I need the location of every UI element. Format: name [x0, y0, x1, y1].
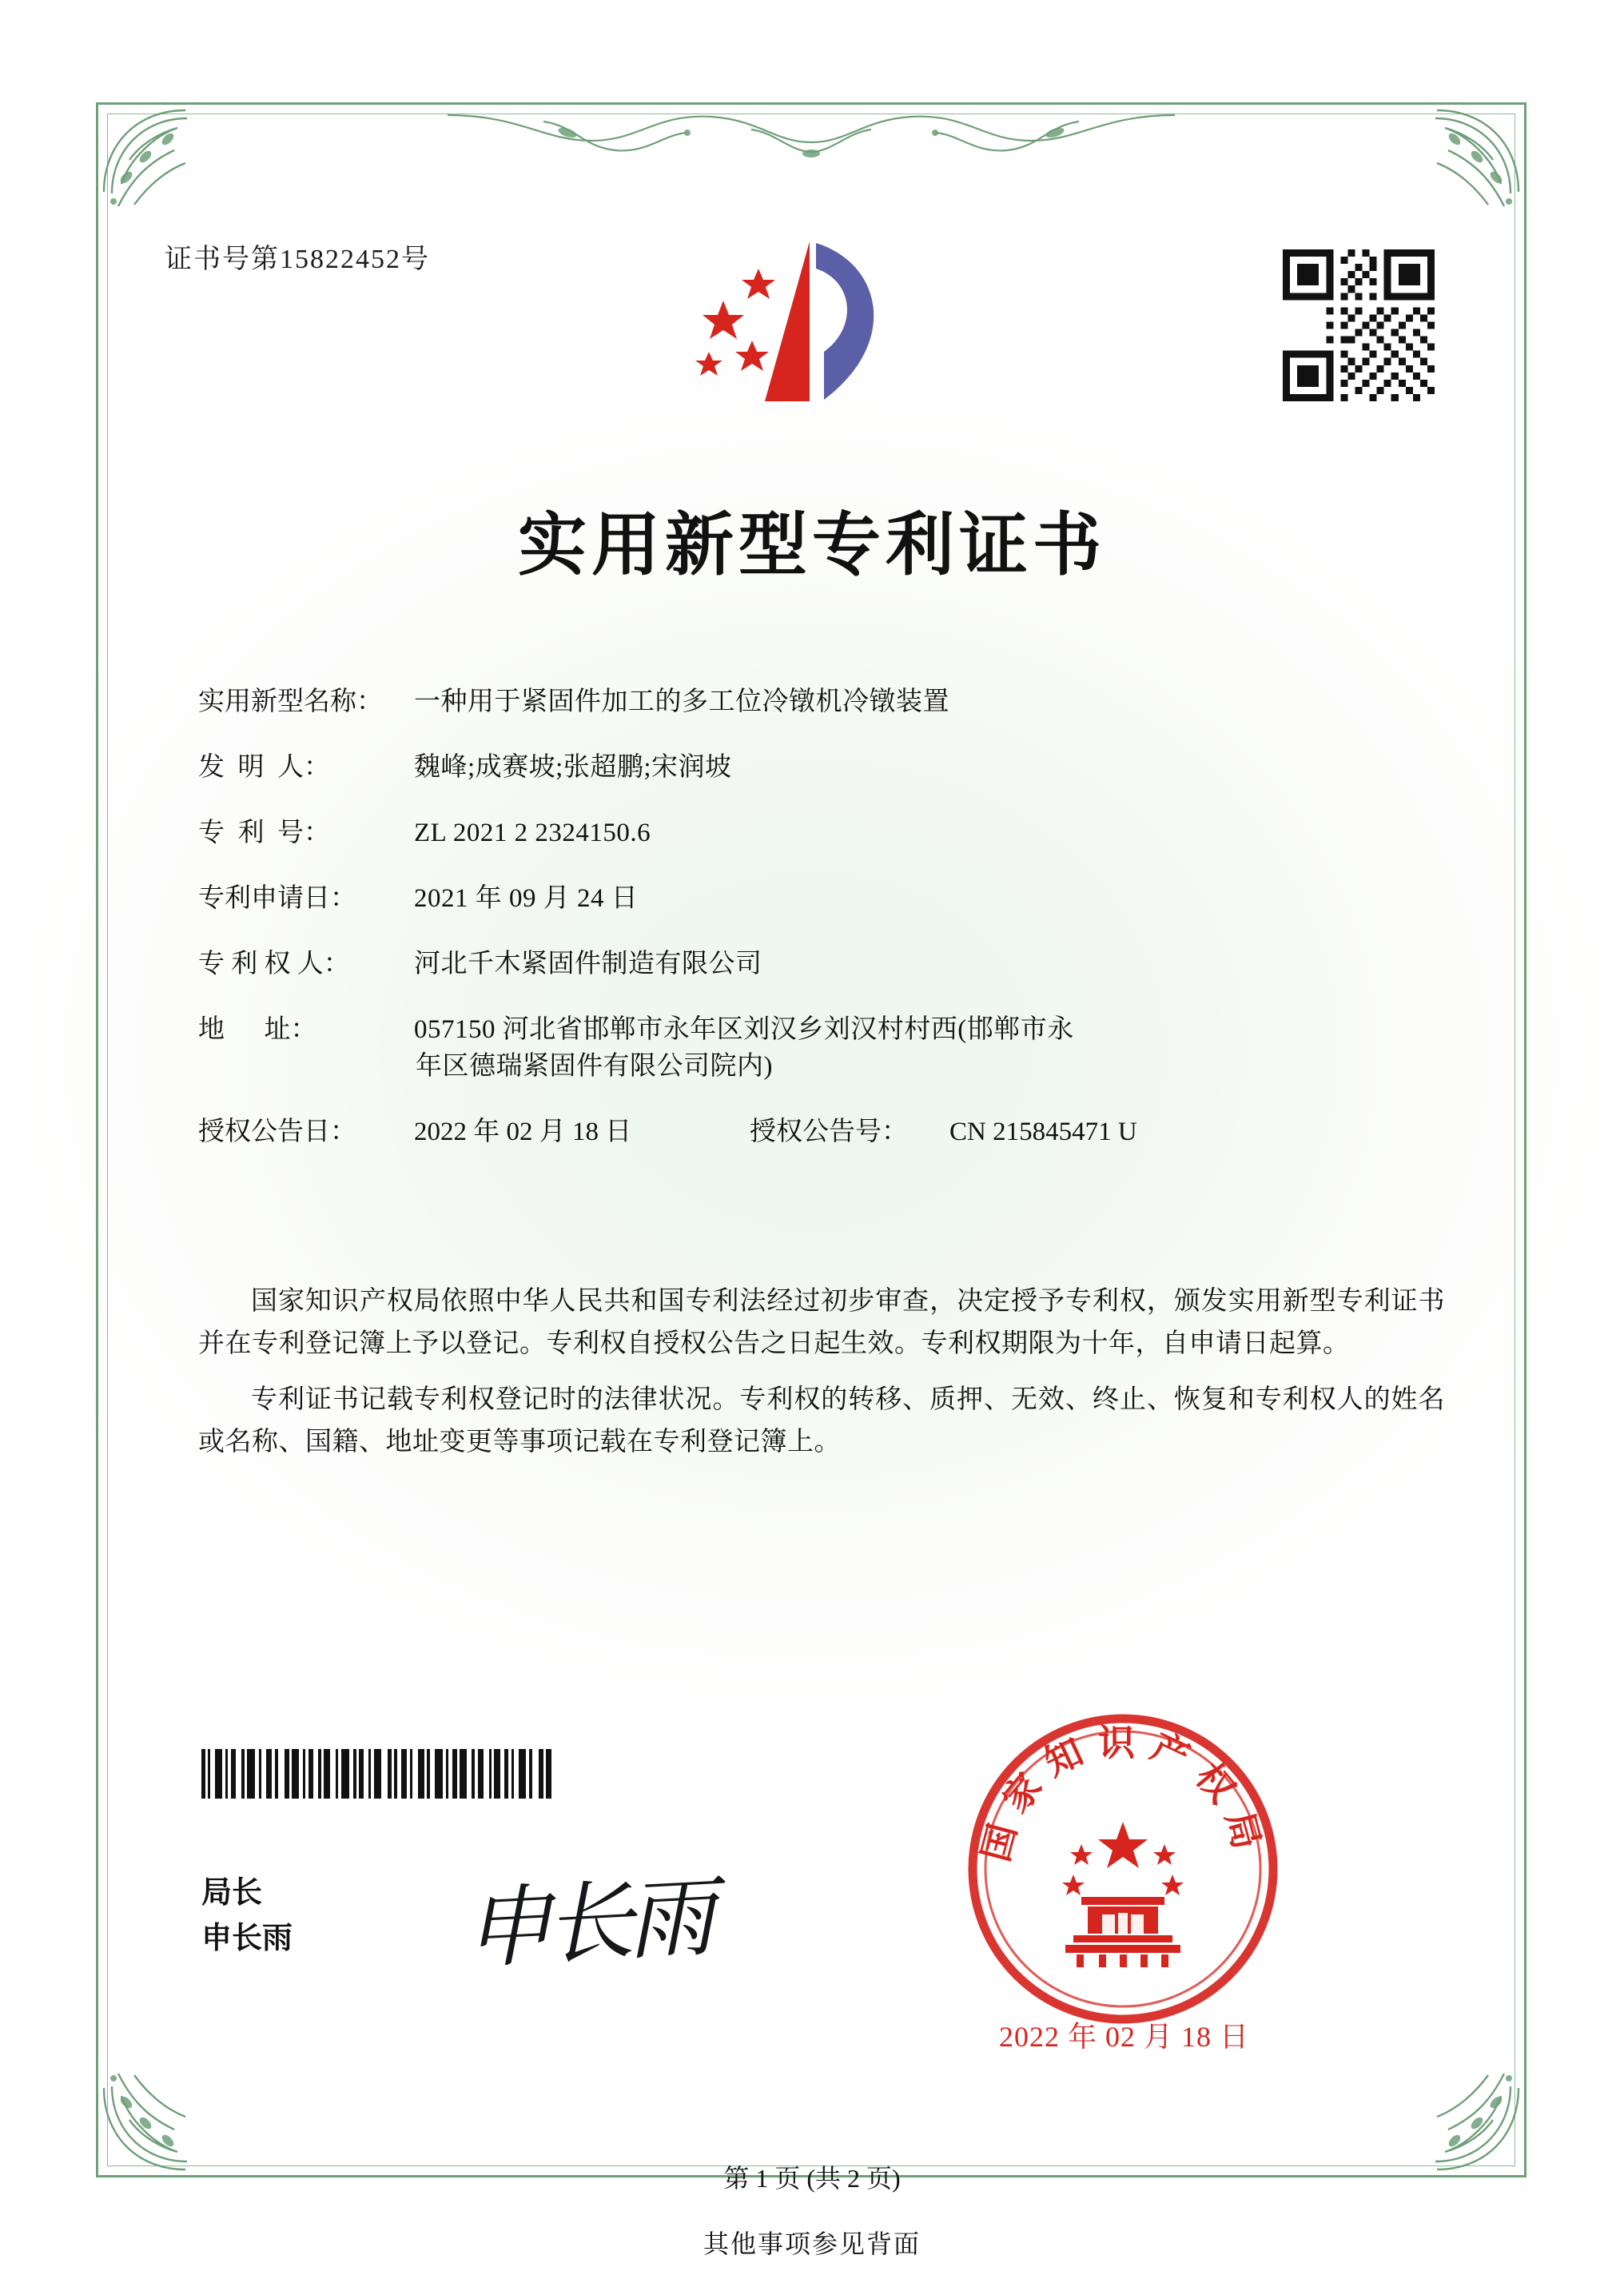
field-value: 河北千木紧固件制造有限公司 [414, 950, 762, 978]
legal-text [198, 1281, 1445, 1477]
page-number: 第 1 页 (共 2 页) [723, 2164, 901, 2193]
field-value: 057150 河北省邯郸市永年区刘汉乡刘汉村村西(邯郸市永 [414, 1015, 1074, 1044]
field-label: 专利申请日： [198, 884, 356, 913]
signature-block [201, 1871, 293, 1962]
top-ornament [448, 106, 1175, 169]
footer-note: 其他事项参见背面 [703, 2229, 921, 2258]
signature-role: 局长 [201, 1876, 263, 1910]
barcode [201, 1749, 633, 1799]
field-value-line2: 年区德瑞紧固件有限公司院内) [416, 1052, 773, 1081]
handwritten-signature: 申长雨 [461, 1866, 711, 1981]
certificate-number: 证书号第15822452号 [165, 245, 430, 274]
cnipa-logo-icon [675, 232, 931, 432]
page-title: 实用新型专利证书 [518, 504, 1106, 585]
grant-number-value: CN 215845471 U [949, 1118, 1137, 1146]
field-patent-number [198, 820, 1445, 847]
field-label: 实用新型名称： [198, 687, 383, 716]
grant-number-label: 授权公告号： [750, 1118, 908, 1146]
field-value: 2021 年 09 月 24 日 [414, 884, 639, 913]
field-utility-model-name [198, 689, 1445, 715]
field-list [198, 689, 1445, 1174]
grant-date-value: 2022 年 02 月 18 日 [414, 1118, 632, 1146]
field-label: 地 址： [198, 1015, 317, 1044]
field-address [198, 1017, 1445, 1080]
field-grant-announcement [198, 1119, 1445, 1145]
seal-date: 2022 年 02 月 18 日 [999, 2021, 1250, 2053]
qr-code [1283, 249, 1435, 401]
field-value: ZL 2021 2 2324150.6 [414, 819, 651, 847]
field-value: 魏峰;成赛坡;张超鹏;宋润坡 [414, 753, 732, 782]
signature-name: 申长雨 [201, 1922, 293, 1955]
field-label: 专 利 权 人： [198, 950, 350, 978]
grant-date-label: 授权公告日： [198, 1118, 356, 1146]
field-label: 发 明 人： [198, 753, 330, 782]
field-label: 专 利 号： [198, 819, 330, 847]
field-application-date [198, 886, 1445, 912]
official-seal [963, 1709, 1283, 2029]
field-patentee [198, 951, 1445, 978]
svg-text:国家知识产权局: 国家知识产权局 [973, 1720, 1272, 1867]
field-value: 一种用于紧固件加工的多工位冷镦机冷镦装置 [414, 687, 949, 716]
legal-paragraph-1: 国家知识产权局依照中华人民共和国专利法经过初步审查，决定授予专利权，颁发实用新型专利证书并在专利登记簿上予以登记。专利权自授权公告之日起生效。专利权期限为十年，自申请日起算。 [198, 1287, 1445, 1359]
legal-paragraph-2: 专利证书记载专利权登记时的法律状况。专利权的转移、质押、无效、终止、恢复和专利权人的姓名或名称、国籍、地址变更等事项记载在专利登记簿上。 [198, 1385, 1445, 1457]
field-inventors [198, 755, 1445, 781]
